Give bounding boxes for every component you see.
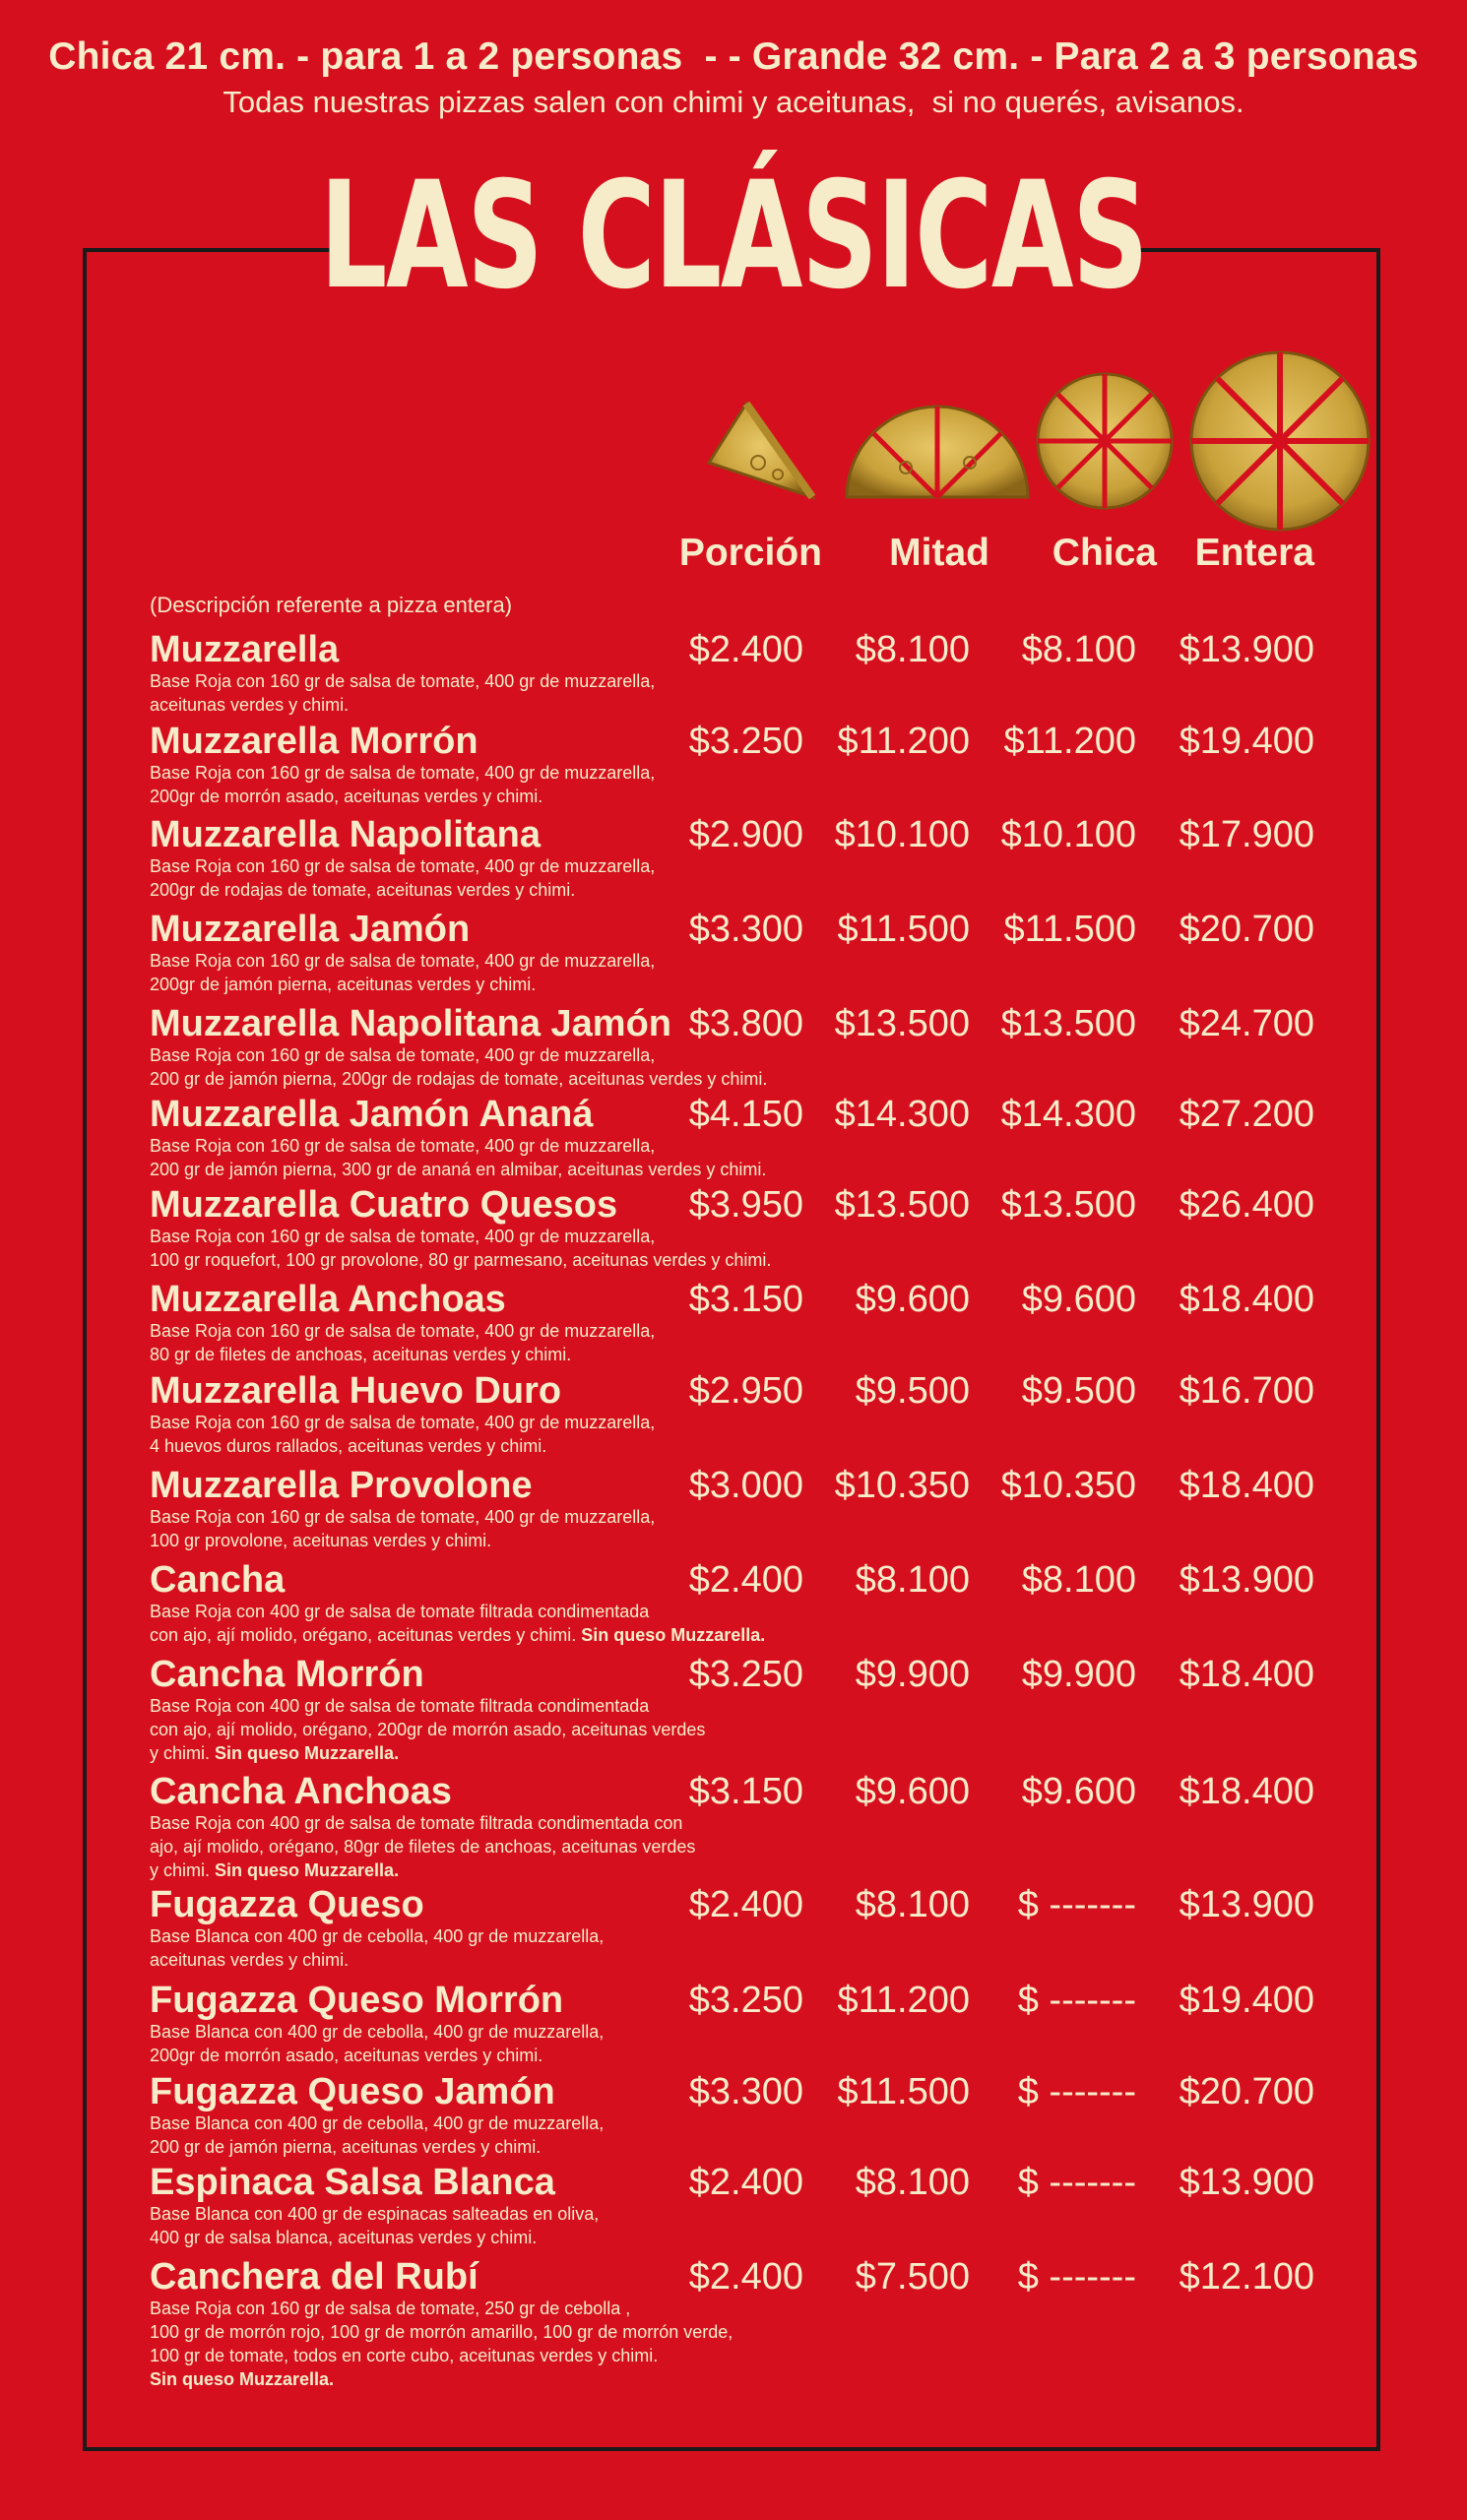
price-chica: $14.300: [1000, 1094, 1136, 1135]
description-text: con ajo, ají molido, orégano, 200gr de morrón asado, aceitunas verdes: [150, 1720, 706, 1739]
price-chica: $8.100: [1021, 1559, 1136, 1601]
description-line: [150, 973, 1380, 996]
item-name: Espinaca Salsa Blanca: [150, 2162, 555, 2203]
item-description: [150, 1600, 1380, 1647]
item-description: [150, 1505, 1380, 1552]
description-line: [150, 1343, 1380, 1366]
price-entera: $19.400: [1179, 1980, 1314, 2021]
description-text: 100 gr roquefort, 100 gr provolone, 80 gr parmesano, aceitunas verdes y chimi.: [150, 1250, 772, 1270]
menu-item: [150, 1371, 1380, 1458]
description-text: Base Roja con 160 gr de salsa de tomate, 400 gr de muzzarella,: [150, 671, 656, 691]
price-porcion: $3.250: [688, 721, 803, 762]
menu-item: [150, 1280, 1380, 1366]
description-text: Base Blanca con 400 gr de espinacas salteadas en oliva,: [150, 2204, 600, 2224]
description-text: Base Roja con 160 gr de salsa de tomate, 250 gr de cebolla ,: [150, 2299, 631, 2318]
price-chica: $ -------: [1017, 2162, 1136, 2203]
item-name: Cancha Morrón: [150, 1654, 424, 1695]
price-chica: $11.500: [1003, 909, 1136, 950]
item-name: Fugazza Queso: [150, 1884, 424, 1925]
description-line: [150, 1529, 1380, 1552]
price-entera: $27.200: [1179, 1094, 1314, 1135]
description-line: [150, 1043, 1380, 1067]
item-description: [150, 761, 1380, 808]
item-name: Muzzarella: [150, 629, 340, 670]
item-description: [150, 1319, 1380, 1366]
description-text: Base Roja con 400 gr de salsa de tomate filtrada condimentada: [150, 1696, 650, 1716]
item-description: [150, 1694, 1380, 1765]
item-name: Muzzarella Jamón: [150, 909, 471, 950]
item-name: Muzzarella Cuatro Quesos: [150, 1184, 618, 1226]
item-name: Cancha Anchoas: [150, 1771, 452, 1812]
description-line: [150, 854, 1380, 878]
item-name: Muzzarella Provolone: [150, 1465, 533, 1506]
description-line: [150, 2367, 1380, 2391]
col-entera: Entera: [1194, 532, 1314, 574]
price-porcion: $3.250: [688, 1980, 803, 2021]
section-title: LAS CLÁSICAS: [319, 151, 1148, 322]
price-porcion: $3.150: [688, 1771, 803, 1812]
description-text: Base Roja con 160 gr de salsa de tomate, 400 gr de muzzarella,: [150, 1507, 656, 1527]
description-text: Base Blanca con 400 gr de cebolla, 400 gr de muzzarella,: [150, 2113, 605, 2133]
item-name: Muzzarella Napolitana Jamón: [150, 1003, 672, 1044]
price-porcion: $2.400: [688, 2162, 803, 2203]
reference-note: (Descripción referente a pizza entera): [150, 593, 513, 617]
description-line: [150, 1694, 1380, 1718]
price-entera: $13.900: [1179, 2162, 1314, 2203]
description-line: [150, 1411, 1380, 1434]
price-mitad: $7.500: [855, 2256, 970, 2298]
menu-item: [150, 1560, 1380, 1647]
description-text: Base Roja con 160 gr de salsa de tomate, 400 gr de muzzarella,: [150, 1227, 656, 1246]
price-porcion: $3.300: [688, 909, 803, 950]
price-chica: $9.600: [1021, 1279, 1136, 1320]
description-text: y chimi.: [150, 1743, 211, 1763]
description-line: [150, 2044, 1380, 2067]
price-entera: $12.100: [1179, 2256, 1314, 2298]
description-text: 200 gr de jamón pierna, 200gr de rodajas de tomate, aceitunas verdes y chimi.: [150, 1069, 768, 1089]
description-line: [150, 2226, 1380, 2249]
description-line: [150, 785, 1380, 808]
description-line: [150, 1600, 1380, 1623]
col-porcion: Porción: [678, 532, 822, 574]
price-porcion: $3.150: [688, 1279, 803, 1320]
menu-item: [150, 722, 1380, 808]
description-text: aceitunas verdes y chimi.: [150, 695, 350, 715]
col-chica: Chica: [1052, 532, 1157, 574]
price-mitad: $8.100: [855, 1884, 970, 1925]
price-chica: $ -------: [1017, 2256, 1136, 2298]
description-text: 200gr de rodajas de tomate, aceitunas verdes y chimi.: [150, 880, 576, 900]
price-entera: $17.900: [1179, 814, 1314, 855]
price-chica: $9.900: [1021, 1654, 1136, 1695]
item-description: [150, 2020, 1380, 2067]
price-entera: $13.900: [1179, 629, 1314, 670]
price-mitad: $14.300: [834, 1094, 970, 1135]
description-line: [150, 761, 1380, 785]
description-text: Base Roja con 160 gr de salsa de tomate, 400 gr de muzzarella,: [150, 1413, 656, 1432]
price-entera: $20.700: [1179, 2071, 1314, 2112]
price-mitad: $10.100: [834, 814, 970, 855]
price-mitad: $10.350: [834, 1465, 970, 1506]
price-entera: $13.900: [1179, 1559, 1314, 1601]
menu-item: [150, 1655, 1380, 1765]
description-text: 4 huevos duros rallados, aceitunas verdes y chimi.: [150, 1436, 547, 1456]
price-mitad: $9.900: [855, 1654, 970, 1695]
price-chica: $9.600: [1021, 1771, 1136, 1812]
price-porcion: $2.400: [688, 1884, 803, 1925]
description-text: Base Roja con 160 gr de salsa de tomate, 400 gr de muzzarella,: [150, 1136, 656, 1156]
description-line: [150, 1741, 1380, 1765]
price-chica: $11.200: [1003, 721, 1136, 762]
price-chica: $13.500: [1000, 1003, 1136, 1044]
menu-item: [150, 1885, 1380, 1972]
description-line: [150, 2297, 1380, 2320]
description-line: [150, 2020, 1380, 2044]
pizza-slice-icon: [709, 404, 812, 497]
description-text: Base Blanca con 400 gr de cebolla, 400 gr de muzzarella,: [150, 2022, 605, 2042]
price-porcion: $2.950: [688, 1370, 803, 1412]
item-name: Canchera del Rubí: [150, 2256, 478, 2298]
item-name: Muzzarella Anchoas: [150, 1279, 506, 1320]
description-line: [150, 1134, 1380, 1158]
description-text: Base Roja con 400 gr de salsa de tomate filtrada condimentada con: [150, 1813, 683, 1833]
no-cheese-note: Sin queso Muzzarella.: [215, 1860, 400, 1880]
price-porcion: $2.900: [688, 814, 803, 855]
item-name: Muzzarella Morrón: [150, 721, 478, 762]
no-cheese-note: Sin queso Muzzarella.: [215, 1743, 400, 1763]
description-line: [150, 2111, 1380, 2135]
description-text: Base Roja con 160 gr de salsa de tomate, 400 gr de muzzarella,: [150, 951, 656, 971]
description-line: [150, 693, 1380, 717]
description-line: [150, 2135, 1380, 2159]
description-line: [150, 1158, 1380, 1181]
description-text: ajo, ají molido, orégano, 80gr de filetes de anchoas, aceitunas verdes: [150, 1837, 696, 1857]
price-entera: $26.400: [1179, 1184, 1314, 1226]
half-pizza-icon: [847, 407, 1028, 497]
price-entera: $20.700: [1179, 909, 1314, 950]
price-mitad: $13.500: [834, 1003, 970, 1044]
no-cheese-note: Sin queso Muzzarella.: [150, 2369, 335, 2389]
item-description: [150, 1811, 1380, 1882]
description-line: [150, 1948, 1380, 1972]
description-line: [150, 1225, 1380, 1248]
menu-item: [150, 2257, 1380, 2391]
description-text: 200gr de morrón asado, aceitunas verdes y chimi.: [150, 787, 543, 806]
price-mitad: $11.500: [837, 909, 970, 950]
price-mitad: $9.600: [855, 1771, 970, 1812]
description-text: 100 gr provolone, aceitunas verdes y chimi.: [150, 1531, 492, 1550]
item-description: [150, 854, 1380, 902]
menu-item: [150, 1981, 1380, 2067]
price-porcion: $3.950: [688, 1184, 803, 1226]
description-text: Base Roja con 160 gr de salsa de tomate, 400 gr de muzzarella,: [150, 856, 656, 876]
description-text: y chimi.: [150, 1860, 211, 1880]
price-entera: $19.400: [1179, 721, 1314, 762]
description-line: [150, 2320, 1380, 2344]
price-mitad: $8.100: [855, 2162, 970, 2203]
price-chica: $9.500: [1021, 1370, 1136, 1412]
item-name: Cancha: [150, 1559, 286, 1601]
description-text: 400 gr de salsa blanca, aceitunas verdes y chimi.: [150, 2228, 538, 2247]
menu-item: [150, 910, 1380, 996]
price-chica: $8.100: [1021, 629, 1136, 670]
item-description: [150, 669, 1380, 717]
item-description: [150, 1043, 1380, 1091]
price-mitad: $11.200: [837, 721, 970, 762]
menu-item: [150, 630, 1380, 717]
note-line: Todas nuestras pizzas salen con chimi y aceitunas, si no querés, avisanos.: [223, 85, 1244, 119]
price-porcion: $2.400: [688, 629, 803, 670]
description-text: aceitunas verdes y chimi.: [150, 1950, 350, 1970]
description-line: [150, 1858, 1380, 1882]
price-porcion: $3.800: [688, 1003, 803, 1044]
price-mitad: $8.100: [855, 1559, 970, 1601]
description-text: Base Roja con 160 gr de salsa de tomate, 400 gr de muzzarella,: [150, 1045, 656, 1065]
description-text: 80 gr de filetes de anchoas, aceitunas verdes y chimi.: [150, 1345, 572, 1364]
price-entera: $13.900: [1179, 1884, 1314, 1925]
description-text: Base Roja con 160 gr de salsa de tomate, 400 gr de muzzarella,: [150, 763, 656, 783]
description-line: [150, 1718, 1380, 1741]
price-chica: $ -------: [1017, 1884, 1136, 1925]
description-text: 100 gr de tomate, todos en corte cubo, aceitunas verdes y chimi.: [150, 2346, 659, 2365]
price-mitad: $8.100: [855, 629, 970, 670]
item-name: Muzzarella Napolitana: [150, 814, 541, 855]
description-text: 100 gr de morrón rojo, 100 gr de morrón amarillo, 100 gr de morrón verde,: [150, 2322, 734, 2342]
price-chica: $10.350: [1000, 1465, 1136, 1506]
item-description: [150, 1924, 1380, 1972]
item-description: [150, 2297, 1380, 2391]
price-chica: $ -------: [1017, 2071, 1136, 2112]
item-name: Muzzarella Huevo Duro: [150, 1370, 562, 1412]
menu-item: [150, 1185, 1380, 1272]
price-chica: $10.100: [1000, 814, 1136, 855]
description-line: [150, 878, 1380, 902]
item-description: [150, 1134, 1380, 1181]
price-mitad: $11.500: [837, 2071, 970, 2112]
description-line: [150, 1924, 1380, 1948]
item-description: [150, 1411, 1380, 1458]
description-line: [150, 949, 1380, 973]
price-chica: $13.500: [1000, 1184, 1136, 1226]
price-porcion: $2.400: [688, 2256, 803, 2298]
small-pizza-icon: [1038, 374, 1172, 508]
price-mitad: $13.500: [834, 1184, 970, 1226]
price-mitad: $11.200: [837, 1980, 970, 2021]
item-name: Fugazza Queso Morrón: [150, 1980, 564, 2021]
item-name: Fugazza Queso Jamón: [150, 2071, 555, 2112]
description-line: [150, 1319, 1380, 1343]
price-entera: $24.700: [1179, 1003, 1314, 1044]
pizza-size-icons: [0, 0, 1467, 532]
sizes-line: Chica 21 cm. - para 1 a 2 personas - - Grande 32 cm. - Para 2 a 3 personas: [48, 35, 1419, 78]
menu-item: [150, 1004, 1380, 1091]
col-mitad: Mitad: [889, 532, 989, 574]
item-description: [150, 2202, 1380, 2249]
item-description: [150, 1225, 1380, 1272]
price-chica: $ -------: [1017, 1980, 1136, 2021]
item-description: [150, 2111, 1380, 2159]
price-mitad: $9.500: [855, 1370, 970, 1412]
price-porcion: $3.250: [688, 1654, 803, 1695]
description-text: Base Roja con 160 gr de salsa de tomate, 400 gr de muzzarella,: [150, 1321, 656, 1341]
description-text: con ajo, ají molido, orégano, aceitunas verdes y chimi.: [150, 1625, 577, 1645]
description-line: [150, 1835, 1380, 1858]
description-line: [150, 1505, 1380, 1529]
description-line: [150, 1811, 1380, 1835]
description-line: [150, 1434, 1380, 1458]
menu-item: [150, 1772, 1380, 1882]
menu-item: [150, 815, 1380, 902]
menu-item: [150, 1095, 1380, 1181]
price-porcion: $3.300: [688, 2071, 803, 2112]
price-mitad: $9.600: [855, 1279, 970, 1320]
price-entera: $18.400: [1179, 1771, 1314, 1812]
description-text: 200gr de jamón pierna, aceitunas verdes y chimi.: [150, 975, 537, 994]
description-line: [150, 2344, 1380, 2367]
price-porcion: $2.400: [688, 1559, 803, 1601]
item-name: Muzzarella Jamón Ananá: [150, 1094, 594, 1135]
price-porcion: $3.000: [688, 1465, 803, 1506]
description-line: [150, 1248, 1380, 1272]
price-entera: $16.700: [1179, 1370, 1314, 1412]
menu-item: [150, 1466, 1380, 1552]
description-line: [150, 669, 1380, 693]
description-line: [150, 2202, 1380, 2226]
no-cheese-note: Sin queso Muzzarella.: [581, 1625, 766, 1645]
item-description: [150, 949, 1380, 996]
description-text: 200 gr de jamón pierna, 300 gr de ananá en almibar, aceitunas verdes y chimi.: [150, 1160, 767, 1179]
description-text: 200gr de morrón asado, aceitunas verdes y chimi.: [150, 2046, 543, 2065]
description-line: [150, 1623, 1380, 1647]
menu-item: [150, 2163, 1380, 2249]
description-text: Base Roja con 400 gr de salsa de tomate filtrada condimentada: [150, 1602, 650, 1621]
price-entera: $18.400: [1179, 1654, 1314, 1695]
description-line: [150, 1067, 1380, 1091]
menu-item: [150, 2072, 1380, 2159]
description-text: Base Blanca con 400 gr de cebolla, 400 gr de muzzarella,: [150, 1926, 605, 1946]
description-text: 200 gr de jamón pierna, aceitunas verdes y chimi.: [150, 2137, 542, 2157]
price-entera: $18.400: [1179, 1465, 1314, 1506]
price-porcion: $4.150: [688, 1094, 803, 1135]
whole-pizza-icon: [1191, 352, 1369, 530]
price-entera: $18.400: [1179, 1279, 1314, 1320]
